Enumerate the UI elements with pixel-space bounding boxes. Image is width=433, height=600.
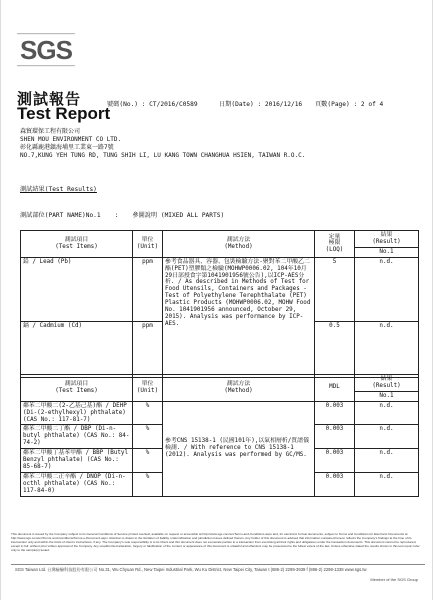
loq-cell: 0.5 [315,321,355,377]
header-unit: 單位 (Unit) [133,375,163,402]
method-cell: 參考食品器具、容器、包裝檢驗方法-聚對苯二甲酸乙二酯(PET)塑膠類之檢驗(MOHWP0006.02, 104年10月29日部授食字第1041901956號公告),以ICP-AES分析. / As described in Methods of Test for Food Utensils, Containers and Packages - Test of Polyethylene Terephthalate (PET) Plastic Products (MOHWP0006.02, MOHW Food No. 1041901956 announced, October 29, 2015). Analysis was performance by ICP-AES. [163,257,315,377]
header-test-items: 測試項目 (Test Items) [21,375,133,402]
header-mdl: MDL [315,375,355,402]
unit-cell: % [133,401,163,425]
test-item: 鉛 / Lead (Pb) [21,257,133,321]
part-line [20,210,224,219]
footer-address: SGS Taiwan Ltd. 台灣檢驗科技股份有限公司 No.31, Wu Chyuan Rd., New Taipei Industrial Park, Wu Ku District, New Taipei City, Taiwan t (886-2) 2299-3939 f (886-2) 2298-1338 www.sgs.tw [15,567,367,572]
phthalates-results-table [20,374,419,497]
mdl-cell: 0.003 [315,472,355,496]
mdl-cell: 0.003 [315,401,355,425]
header-method: 測試方法 (Method) [163,231,315,258]
result-cell: n.d. [355,425,419,449]
mdl-cell: 0.003 [315,449,355,473]
unit-cell: % [133,425,163,449]
company-name-cn: 森貿環保工程有限公司 [20,128,81,135]
company-name-en: SHEN MOU ENVIRONMENT CO LTD. [20,136,122,143]
loq-cell: 5 [315,257,355,321]
method-cell: 參考CNS 15138-1 (民國101年),以氣相層析/質譜儀檢測. / With reference to CNS 15138-1 (2012). Analysis was performed by GC/MS. [163,401,315,496]
table-row [21,257,419,321]
footer-divider [11,564,425,565]
test-item: 鎘 / Cadmium (Cd) [21,321,133,377]
header-unit: 單位 (Unit) [133,231,163,258]
result-cell: n.d. [355,257,419,321]
report-title-cn: 測試報告 [17,90,82,108]
company-address-cn: 彰化縣鹿港鎮海埔里工業東一路7號 [20,144,114,151]
result-cell: n.d. [355,472,419,496]
part-name-no: 測試部位(PART NAME)No.1 [20,212,101,219]
test-item: 鄰苯二甲酸二正辛酯 / DNOP (Di-n-octhl phthalate) (CAS No.: 117-84-0) [21,472,133,496]
header-method: 測試方法 (Method) [163,375,315,402]
report-number: 號碼(No.) : CT/2016/C0589 [107,101,198,108]
footer-member: Member of the SGS Group [370,577,418,582]
company-block [20,128,305,160]
result-cell: n.d. [355,321,419,377]
header-loq: 定量 極限 (LOQ) [315,231,355,258]
metals-results-table [20,230,419,378]
section-title: 測試結果(Test Results) [20,186,97,193]
company-address-en: NO.7,KUNG YEH TUNG RD, TUNG SHIH LI, LU KANG TOWN CHANGHUA HSIEN, TAIWAN R.O.C. [20,152,306,159]
result-cell: n.d. [355,401,419,425]
header-result: 結果 (Result) [355,375,419,392]
mdl-cell: 0.003 [315,425,355,449]
part-colon: : [114,212,119,219]
report-date: 日期(Date) : 2016/12/16 [219,101,303,108]
header-test-items: 測試項目 (Test Items) [21,231,133,258]
report-title-en: Test Report [17,104,111,123]
unit-cell: % [133,449,163,473]
test-item: 鄰苯二甲酸二(2-乙基己基)酯 / DEHP (Di-(2-ethylhexyl) phthalate) (CAS No.: 117-81-7) [21,401,133,425]
test-item: 鄰苯二甲酸二丁酯 / DBP (Di-n-butyl phthalate) (CAS No.: 84-74-2) [21,425,133,449]
page-indicator: 頁數(Page) : 2 of 4 [315,101,384,108]
header-result: 結果 (Result) [355,231,419,248]
header-sample-no: No.1 [355,247,419,257]
test-item: 鄰苯二甲酸丁基苯甲酯 / BBP (Butyl Benzyl phthalate) (CAS No.: 85-68-7) [21,449,133,473]
unit-cell: ppm [133,257,163,321]
header-sample-no: No.1 [355,391,419,401]
table-row [21,401,419,425]
footer-disclaimer: This document is issued by the Company subject to its General Conditions of Service printed overleaf, available on request or accessible at http://www.sgs.com/en/Terms-and-Conditions.aspx and, for electronic format documents, subject to Terms and Conditions for Electronic Documents at http://www.sgs.com/en/Terms-and-Conditions/Terms-e-Document.aspx. Attention is drawn to the limitation of liability, indemnification and jurisdiction issues defined therein. Any holder of this document is advised that information contained hereon reflects the Company's findings at the time of its intervention only and within the limits of client's instructions, if any. The Company's sole responsibility is to its Client and this document does not exonerate parties to a transaction from exercising all their rights and obligations under the transaction documents. This document cannot be reproduced, except in full, without prior written approval of the Company. Any unauthorized alteration, forgery or falsification of the content or appearance of this document is unlawful and offenders may be prosecuted to the fullest extent of the law. Unless otherwise stated the results shown in this test report refer only to the sample(s) tested. [11,532,420,552]
unit-cell: % [133,472,163,496]
svg-text:SGS: SGS [20,35,72,65]
sgs-logo [15,30,77,70]
unit-cell: ppm [133,321,163,377]
part-description: 參圖說明 (MIXED ALL PARTS) [132,212,225,219]
table-header-row [21,375,419,392]
sgs-logo-graphic [15,30,77,70]
result-cell: n.d. [355,449,419,473]
table-header-row [21,231,419,248]
